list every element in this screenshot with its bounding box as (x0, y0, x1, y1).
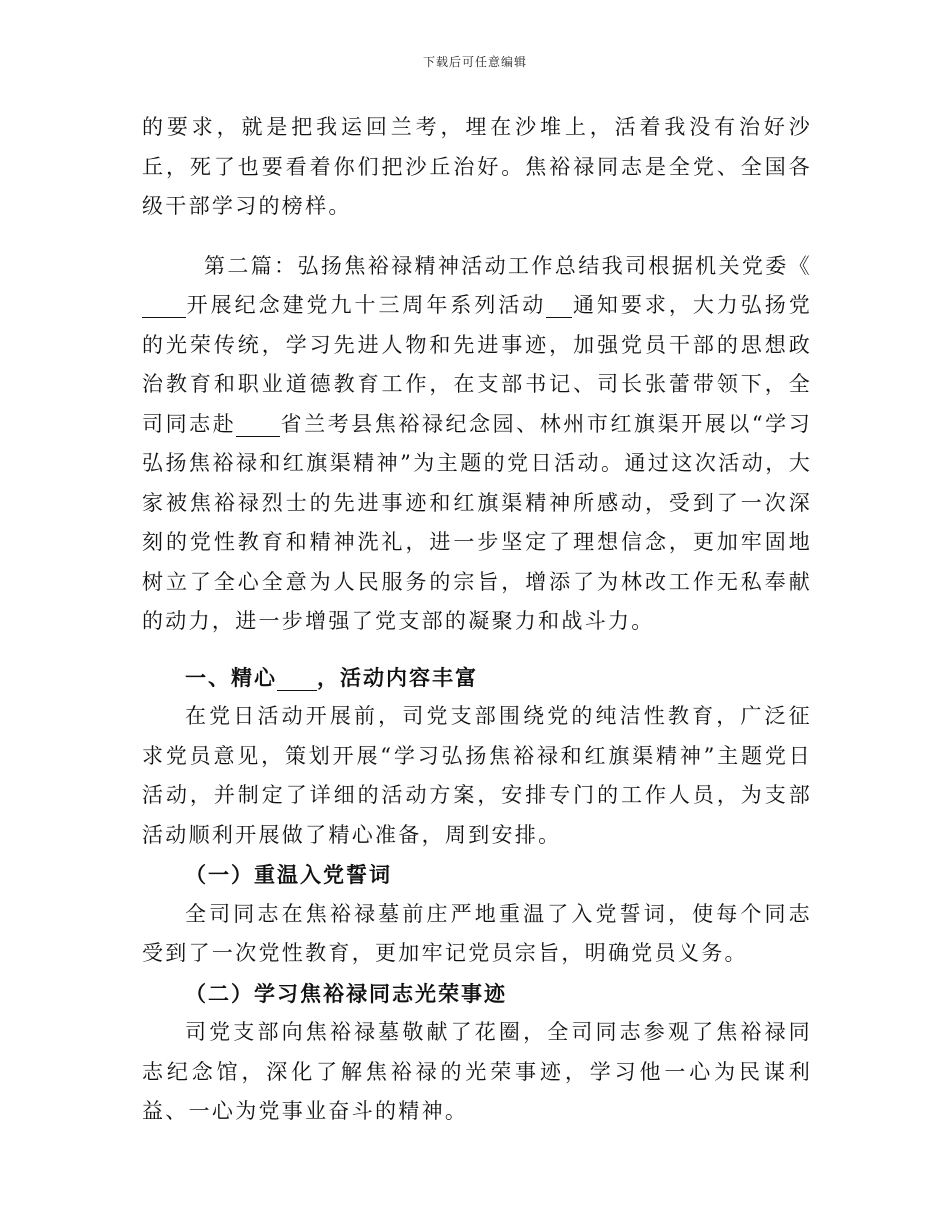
paragraph-continuation: 的要求，就是把我运回兰考，埋在沙堆上，活着我没有治好沙丘，死了也要看着你们把沙丘治好。焦裕禄同志是全党、全国各级干部学习的榜样。 (142, 115, 812, 218)
section-1-body: 在党日活动开展前，司党支部围绕党的纯洁性教育，广泛征求党员意见，策划开展“学习弘扬焦裕禄和红旗渠精神”主题党日活动，并制定了详细的活动方案，安排专门的工作人员，为支部活动顺利开展做了精心准备，周到安排。 (142, 704, 812, 847)
blank-underline (277, 668, 317, 691)
heading-text-segment: ，活动内容丰富 (317, 664, 478, 690)
heading-text-segment: 一、精心 (185, 664, 277, 690)
blank-underline (546, 295, 572, 318)
section-heading-1 (142, 658, 812, 698)
blank-underline (142, 295, 186, 318)
paragraph-second-article (142, 247, 812, 642)
paragraph-text-segment: 通知要求，大力弘扬党的光荣传统，学习先进人物和先进事迹，加强党员干部的思想政治教育和职业道德教育工作，在支部书记、司长张蕾带领下，全司同志赴 (142, 293, 813, 436)
paragraph-text-segment: 第二篇：弘扬焦裕禄精神活动工作总结我司根据机关党委《 (204, 253, 812, 278)
subsection-1-body: 全司同志在焦裕禄墓前庄严地重温了入党誓词，使每个同志受到了一次党性教育，更加牢记党员宗旨，明确党员义务。 (142, 901, 812, 965)
subsection-heading-1: （一）重温入党誓词 (185, 862, 392, 887)
paragraph-text-segment: 开展纪念建党九十三周年系列活动 (186, 293, 547, 317)
subsection-heading-2: （二）学习焦裕禄同志光荣事迹 (185, 980, 507, 1006)
document-body (142, 108, 812, 1132)
subsection-2-body: 司党支部向焦裕禄墓敬献了花圈，全司同志参观了焦裕禄同志纪念馆，深化了解焦裕禄的光荣事迹，学习他一心为民谋利益、一心为党事业奋斗的精神。 (142, 1020, 812, 1123)
blank-underline (236, 414, 280, 437)
page-header-note: 下载后可任意编辑 (422, 55, 527, 69)
paragraph-text-segment: 省兰考县焦裕禄纪念园、林州市红旗渠开展以“学习弘扬焦裕禄和红旗渠精神”为主题的党日活动。通过这次活动，大家被焦裕禄烈士的先进事迹和红旗渠精神所感动，受到了一次深刻的党性教育和精神洗礼，进一步坚定了理想信念，更加牢固地树立了全心全意为人民服务的宗旨，增添了为林改工作无私奉献的动力，进一步增强了党支部的凝聚力和战斗力。 (142, 411, 812, 633)
